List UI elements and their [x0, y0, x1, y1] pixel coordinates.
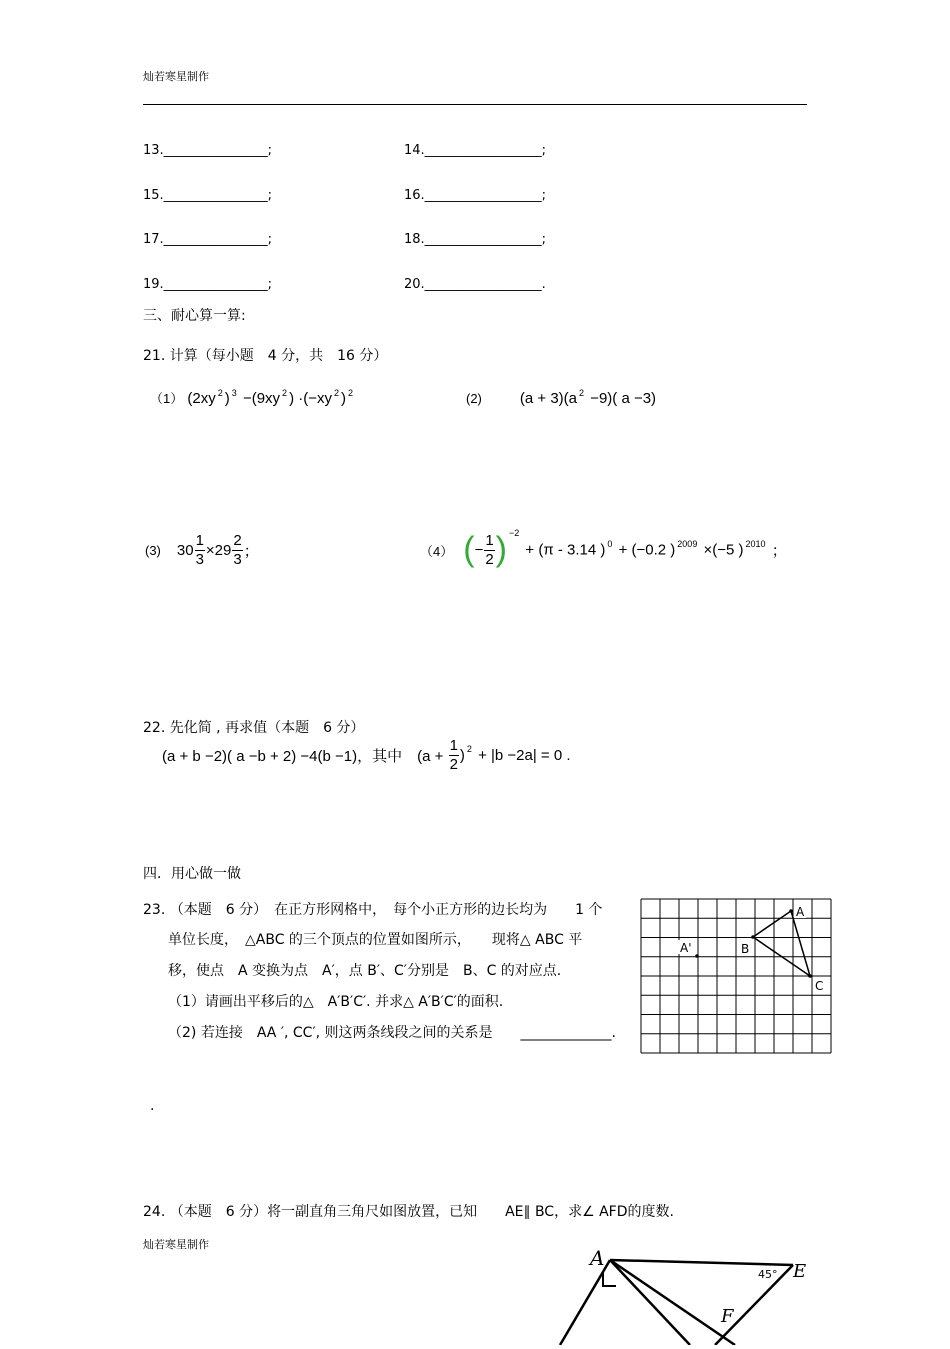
- point-b: [751, 935, 755, 939]
- q21-part2: (2) (a + 3)(a $^2$ −9)( a −3): [466, 388, 657, 407]
- label-c: C: [815, 979, 824, 993]
- point-a-prime: [695, 954, 699, 958]
- label-f: F: [721, 1306, 734, 1327]
- answer-blank-17: 17.________________;: [143, 232, 273, 247]
- page-header: 灿若寒星制作: [143, 70, 209, 83]
- label-a: A: [796, 905, 805, 919]
- q23-grid-figure: [640, 898, 832, 1058]
- answer-blank-19: 19.________________;: [143, 277, 273, 292]
- q23-line5: （2) 若连接 AA ′, CC′, 则这两条线段之间的关系是 _____________.: [168, 1025, 616, 1041]
- answer-blank-14: 14.__________________;: [404, 143, 547, 158]
- q21-title: 21. 计算（每小题 4 分，共 16 分）: [143, 348, 388, 364]
- label-a-prime: A': [680, 941, 692, 955]
- q23-grid-svg: [640, 898, 832, 1054]
- q22-expression: (a + b −2)( a −b + 2) −4(b −1)，其中 (a + $\frac{1}{2}$ ) $^2$ + |b −2a| = 0 .: [162, 737, 571, 773]
- answer-blank-13: 13.________________;: [143, 143, 273, 158]
- q22-title: 22. 先化简 , 再求值（本题 6 分）: [143, 720, 365, 736]
- q23-line3: 移，使点 A 变换为点 A′，点 B′、C′分别是 B、C 的对应点.: [168, 963, 562, 979]
- point-c: [808, 974, 812, 978]
- answer-blank-15: 15.________________;: [143, 188, 273, 203]
- page-footer: 灿若寒星制作: [143, 1238, 209, 1251]
- label-a: A: [590, 1246, 605, 1270]
- section-3-title: 三、耐心算一算:: [143, 308, 246, 324]
- section-4-title: 四．用心做一做: [143, 866, 241, 882]
- q21-part3: (3) 30 $\frac{1}{3}$ ×29 $\frac{2}{3}$ ；: [145, 532, 259, 568]
- angle-45-label: 45°: [758, 1268, 778, 1281]
- q23-line4: （1）请画出平移后的△ A′B′C′. 并求△ A′B′C′的面积.: [168, 994, 504, 1010]
- q24-text: 24. （本题 6 分）将一副直角三角尺如图放置，已知 AE∥ BC，求∠ AFD的度数.: [143, 1204, 674, 1220]
- q23-line1: 23. （本题 6 分） 在正方形网格中， 每个小正方形的边长均为 1 个: [143, 902, 603, 918]
- stray-dot: .: [150, 1098, 155, 1114]
- answer-blank-20: 20.__________________.: [404, 277, 546, 292]
- point-a: [789, 909, 793, 913]
- q23-line2: 单位长度， △ABC 的三个顶点的位置如图所示， 现将△ ABC 平: [168, 932, 583, 948]
- answer-blank-16: 16.__________________;: [404, 188, 547, 203]
- label-b: B: [741, 942, 750, 956]
- answer-blank-18: 18.__________________;: [404, 232, 547, 247]
- q21-part1: （1） (2xy $^2$ ) $^3$ −(9xy $^2$ ) ·(−xy $^2$ ) $^2$: [150, 388, 354, 407]
- triangle-abc: [753, 911, 810, 976]
- q21-part4: （4） (− $\frac{1}{2}$ ) $^{-2}$ + (π - 3.14 ) $^0$ + (−0.2 ) $^{2009}$ ×(−5 ) $^{2010}$ ；: [420, 528, 787, 569]
- q24-triangle-figure: [540, 1240, 840, 1349]
- q24-figure-svg: [540, 1240, 840, 1345]
- header-rule: [143, 104, 807, 105]
- label-e: E: [793, 1261, 807, 1282]
